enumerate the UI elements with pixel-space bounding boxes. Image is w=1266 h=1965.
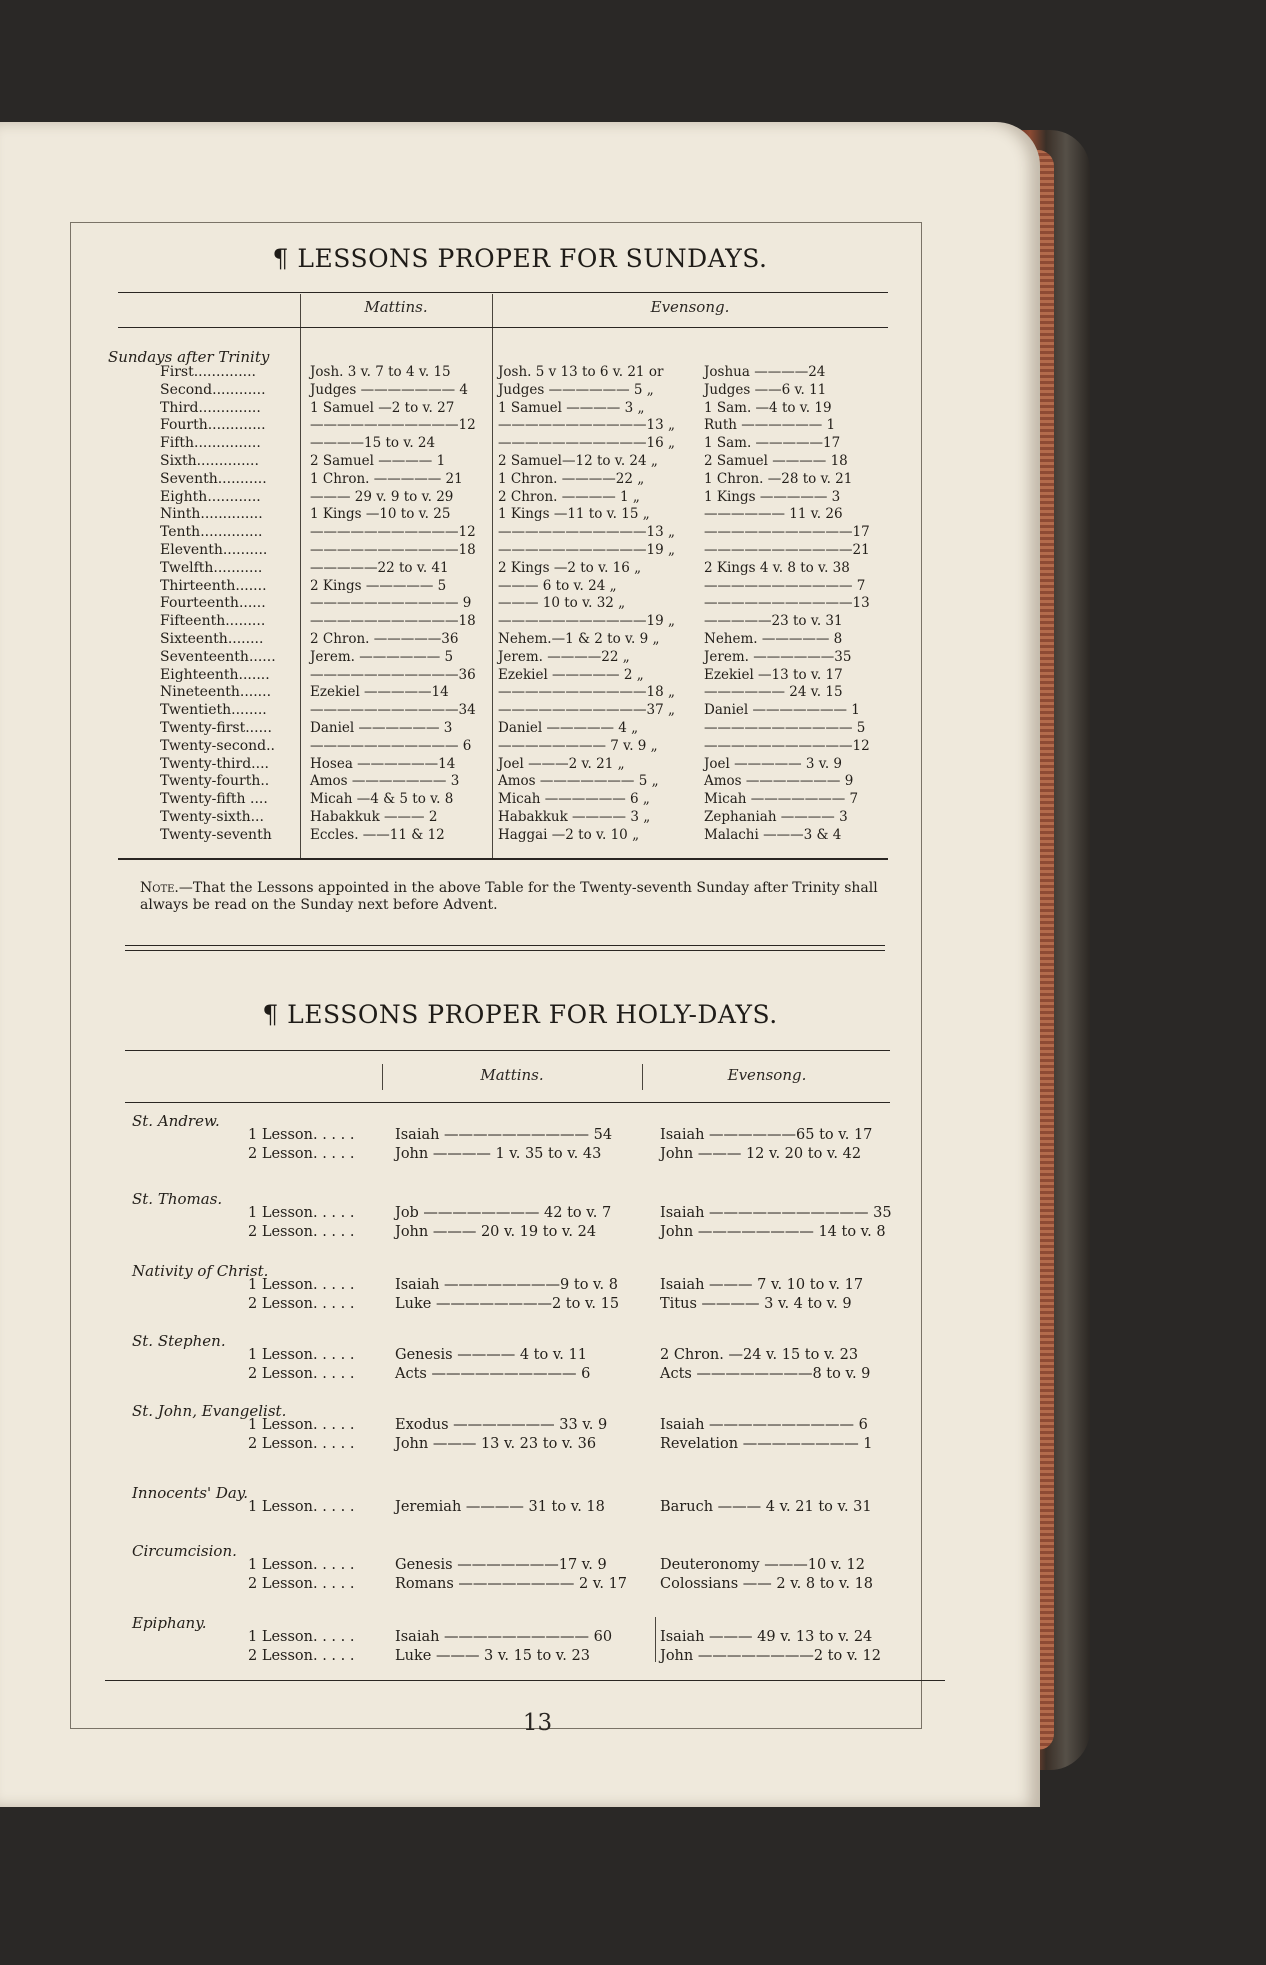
holyday-mattins-lesson: John ——— 13 v. 23 to v. 36: [395, 1436, 597, 1452]
sunday-evensong-alternative: ———————————12: [704, 737, 870, 754]
sunday-mattins-lesson: —————22 to v. 41: [310, 559, 449, 576]
holyday-mattins-lesson: Jeremiah ———— 31 to v. 18: [395, 1499, 605, 1515]
holyday-mattins-lesson: Job ———————— 42 to v. 7: [395, 1205, 612, 1221]
holyday-evensong-lesson: Baruch ——— 4 v. 21 to v. 31: [660, 1499, 872, 1515]
holyday-evensong-lesson: Isaiah ——————65 to v. 17: [660, 1127, 873, 1143]
sunday-evensong-alternative: Daniel ——————— 1: [704, 702, 860, 719]
holyday-mattins-lesson: Isaiah —————————— 60: [395, 1629, 613, 1645]
sundays-bottom-rule: [118, 858, 888, 860]
sunday-mattins-lesson: 2 Chron. —————36: [310, 630, 459, 647]
sunday-evensong-lesson: ———————————19 „: [498, 613, 675, 630]
sundays-top-rule: [118, 292, 888, 293]
sunday-mattins-lesson: ———————————12: [310, 524, 476, 541]
sunday-mattins-lesson: 1 Kings —10 to v. 25: [310, 506, 451, 523]
sunday-evensong-lesson: 1 Chron. ————22 „: [498, 470, 645, 487]
holyday-lesson-label: 2 Lesson. . . . .: [248, 1224, 355, 1240]
sunday-mattins-lesson: Micah —4 & 5 to v. 8: [310, 791, 454, 808]
sunday-evensong-lesson: ———————————18 „: [498, 684, 675, 701]
sunday-evensong-lesson: Joel ———2 v. 21 „: [498, 755, 625, 772]
sunday-name: Twenty-third....: [160, 755, 269, 772]
sunday-evensong-alternative: —————— 11 v. 26: [704, 506, 843, 523]
holyday-name: St. John, Evangelist.: [132, 1402, 287, 1420]
holyday-lesson-label: 2 Lesson. . . . .: [248, 1436, 355, 1452]
sunday-evensong-alternative: 2 Kings 4 v. 8 to v. 38: [704, 559, 850, 576]
holyday-evensong-lesson: Titus ———— 3 v. 4 to v. 9: [660, 1296, 852, 1312]
sunday-evensong-lesson: 2 Chron. ———— 1 „: [498, 488, 640, 505]
sunday-mattins-lesson: 1 Samuel —2 to v. 27: [310, 399, 455, 416]
holyday-evensong-lesson: Deuteronomy ———10 v. 12: [660, 1557, 865, 1573]
holyday-mattins-lesson: Genesis ———— 4 to v. 11: [395, 1347, 587, 1363]
sunday-evensong-lesson: Haggai —2 to v. 10 „: [498, 826, 640, 843]
sunday-name: Fifteenth.........: [160, 613, 266, 630]
holyday-evensong-lesson: Isaiah ——— 7 v. 10 to v. 17: [660, 1277, 864, 1293]
holyday-evensong-lesson: Isaiah ——————————— 35: [660, 1205, 892, 1221]
sunday-name: Third..............: [160, 399, 261, 416]
holyday-lesson-label: 2 Lesson. . . . .: [248, 1296, 355, 1312]
holyday-lesson-label: 1 Lesson. . . . .: [248, 1417, 355, 1433]
sunday-name: Thirteenth.......: [160, 577, 267, 594]
holyday-lesson-label: 1 Lesson. . . . .: [248, 1127, 355, 1143]
holydays-title: ¶ LESSONS PROPER FOR HOLY-DAYS.: [262, 1000, 778, 1029]
sundays-names-column: [160, 364, 276, 845]
holyday-mattins-lesson: Isaiah —————————— 54: [395, 1127, 613, 1143]
holyday-name: St. Thomas.: [132, 1190, 223, 1208]
holyday-lesson-label: 1 Lesson. . . . .: [248, 1277, 355, 1293]
sunday-evensong-alternative: ———————————13: [704, 595, 870, 612]
sunday-mattins-lesson: ——————————— 9: [310, 595, 472, 612]
sunday-evensong-lesson: ———————————37 „: [498, 702, 675, 719]
sunday-name: Fourteenth......: [160, 595, 266, 612]
book-page: [0, 122, 1040, 1807]
sunday-evensong-lesson: Josh. 5 v 13 to 6 v. 21 or: [498, 364, 664, 380]
holyday-evensong-lesson: Acts ————————8 to v. 9: [660, 1366, 871, 1382]
sunday-evensong-alternative: Ruth —————— 1: [704, 417, 836, 434]
holydays-tail-divider: [655, 1617, 656, 1662]
sunday-evensong-lesson: ———————————16 „: [498, 435, 675, 452]
note-prefix: Note.: [140, 880, 179, 896]
sunday-evensong-alternative: Ezekiel —13 to v. 17: [704, 666, 843, 683]
holyday-mattins-lesson: Luke ——— 3 v. 15 to v. 23: [395, 1648, 590, 1664]
sunday-evensong-alternative: —————23 to v. 31: [704, 613, 843, 630]
holyday-name: Circumcision.: [132, 1542, 237, 1560]
sunday-mattins-lesson: 2 Kings ————— 5: [310, 577, 447, 594]
sunday-name: Twentieth........: [160, 702, 267, 719]
holyday-evensong-lesson: Colossians —— 2 v. 8 to v. 18: [660, 1576, 874, 1592]
sunday-mattins-lesson: ——————————— 6: [310, 737, 472, 754]
sundays-divider-1: [300, 294, 301, 859]
sunday-mattins-lesson: Amos ——————— 3: [310, 773, 460, 790]
sunday-name: Tenth..............: [160, 524, 263, 541]
sunday-evensong-alternative: Jerem. ——————35: [704, 648, 852, 665]
holyday-lesson-label: 1 Lesson. . . . .: [248, 1557, 355, 1573]
sunday-evensong-alternative: 1 Kings ————— 3: [704, 488, 841, 505]
sunday-evensong-alternative: Judges ——6 v. 11: [704, 381, 827, 398]
holyday-mattins-lesson: Luke ————————2 to v. 15: [395, 1296, 620, 1312]
section-double-rule-bottom: [125, 950, 885, 951]
sunday-mattins-lesson: Daniel —————— 3: [310, 719, 453, 736]
holydays-evensong-heading: Evensong.: [727, 1066, 807, 1084]
sunday-name: Eighteenth.......: [160, 666, 270, 683]
sunday-evensong-lesson: 2 Samuel—12 to v. 24 „: [498, 452, 658, 469]
sunday-evensong-alternative: Malachi ———3 & 4: [704, 826, 842, 843]
note-text: —That the Lessons appointed in the above Table for the Twenty-seventh Sunday after Trinity shall always be read on the Sunday next before Advent.: [140, 880, 878, 913]
sunday-evensong-alternative: ———————————17: [704, 524, 870, 541]
sunday-evensong-lesson: ———————————13 „: [498, 417, 675, 434]
sunday-evensong-lesson: Micah —————— 6 „: [498, 791, 650, 808]
holyday-lesson-label: 2 Lesson. . . . .: [248, 1146, 355, 1162]
sunday-mattins-lesson: Jerem. —————— 5: [310, 648, 454, 665]
sunday-evensong-lesson: ———————— 7 v. 9 „: [498, 737, 658, 754]
sunday-evensong-lesson: ———————————19 „: [498, 541, 675, 558]
sunday-name: Ninth..............: [160, 506, 263, 523]
section-double-rule-top: [125, 945, 885, 946]
holyday-evensong-lesson: John ———————— 14 to v. 8: [660, 1224, 886, 1240]
sunday-evensong-lesson: Ezekiel ————— 2 „: [498, 666, 644, 683]
sunday-evensong-lesson: Judges —————— 5 „: [498, 381, 654, 398]
sundays-head-rule: [118, 327, 888, 328]
sunday-name: Fourth.............: [160, 417, 266, 434]
sunday-mattins-lesson: Ezekiel —————14: [310, 684, 449, 701]
sunday-evensong-lesson: 1 Samuel ———— 3 „: [498, 399, 645, 416]
sunday-evensong-alternative: Micah ——————— 7: [704, 791, 859, 808]
holyday-mattins-lesson: John ——— 20 v. 19 to v. 24: [395, 1224, 597, 1240]
sunday-evensong-alternative: 1 Chron. —28 to v. 21: [704, 470, 853, 487]
sunday-name: Seventh...........: [160, 470, 267, 487]
holyday-lesson-label: 1 Lesson. . . . .: [248, 1347, 355, 1363]
sunday-name: Twelfth...........: [160, 559, 263, 576]
sunday-mattins-lesson: Eccles. ——11 & 12: [310, 826, 445, 843]
sunday-name: Twenty-sixth...: [160, 808, 264, 825]
sunday-name: Twenty-first......: [160, 719, 272, 736]
sunday-evensong-alternative: Amos ——————— 9: [704, 773, 854, 790]
sunday-evensong-lesson: Habakkuk ———— 3 „: [498, 808, 651, 825]
sundays-mattins-heading: Mattins.: [364, 298, 428, 316]
sunday-evensong-alternative: ——————————— 5: [704, 719, 866, 736]
sunday-evensong-alternative: ——————————— 7: [704, 577, 866, 594]
sunday-name: Second............: [160, 381, 266, 398]
sundays-mattins-column: [310, 364, 476, 845]
holyday-name: Nativity of Christ.: [132, 1262, 269, 1280]
holyday-name: St. Andrew.: [132, 1112, 220, 1130]
sunday-evensong-lesson: Amos ——————— 5 „: [498, 773, 659, 790]
sunday-evensong-alternative: Zephaniah ———— 3: [704, 808, 848, 825]
sunday-evensong-lesson: ———————————13 „: [498, 524, 675, 541]
holyday-mattins-lesson: John ———— 1 v. 35 to v. 43: [395, 1146, 602, 1162]
sunday-mattins-lesson: ———————————18: [310, 613, 476, 630]
holyday-lesson-label: 1 Lesson. . . . .: [248, 1629, 355, 1645]
sunday-name: Twenty-fourth..: [160, 773, 270, 790]
sunday-mattins-lesson: 1 Chron. ————— 21: [310, 470, 463, 487]
sunday-evensong-lesson: Nehem.—1 & 2 to v. 9 „: [498, 630, 660, 647]
holyday-lesson-label: 1 Lesson. . . . .: [248, 1205, 355, 1221]
holyday-evensong-lesson: Isaiah —————————— 6: [660, 1417, 868, 1433]
sunday-mattins-lesson: ———————————36: [310, 666, 476, 683]
sundays-divider-2: [492, 294, 493, 859]
sunday-evensong-alternative: —————— 24 v. 15: [704, 684, 843, 701]
holyday-mattins-lesson: Genesis ———————17 v. 9: [395, 1557, 607, 1573]
holyday-evensong-lesson: John ————————2 to v. 12: [660, 1648, 881, 1664]
holyday-lesson-label: 2 Lesson. . . . .: [248, 1576, 355, 1592]
sunday-evensong-lesson: Daniel ————— 4 „: [498, 719, 639, 736]
sunday-evensong-lesson: ——— 10 to v. 32 „: [498, 595, 626, 612]
sunday-name: Sixteenth........: [160, 630, 264, 647]
sunday-evensong-alternative: 2 Samuel ———— 18: [704, 452, 848, 469]
sunday-evensong-lesson: 1 Kings —11 to v. 15 „: [498, 506, 650, 523]
sunday-name: Eleventh..........: [160, 541, 268, 558]
sunday-mattins-lesson: Hosea ——————14: [310, 755, 456, 772]
sunday-name: Twenty-second..: [160, 737, 276, 754]
sunday-evensong-alternative: ———————————21: [704, 541, 870, 558]
holyday-lesson-label: 2 Lesson. . . . .: [248, 1648, 355, 1664]
sundays-title: ¶ LESSONS PROPER FOR SUNDAYS.: [272, 244, 768, 273]
sunday-evensong-lesson: 2 Kings —2 to v. 16 „: [498, 559, 642, 576]
sunday-evensong-alternative: Joel ————— 3 v. 9: [704, 755, 843, 772]
sundays-note: [140, 880, 900, 914]
holyday-mattins-lesson: Acts —————————— 6: [395, 1366, 591, 1382]
sunday-mattins-lesson: Josh. 3 v. 7 to 4 v. 15: [310, 364, 451, 380]
sunday-mattins-lesson: ——— 29 v. 9 to v. 29: [310, 488, 454, 505]
sunday-evensong-alternative: 1 Sam. —4 to v. 19: [704, 399, 832, 416]
sundays-evensong-column-b: [704, 364, 870, 845]
sunday-evensong-alternative: 1 Sam. —————17: [704, 435, 841, 452]
sunday-mattins-lesson: ————15 to v. 24: [310, 435, 436, 452]
sundays-after-trinity-label: Sundays after Trinity: [108, 348, 270, 366]
sunday-mattins-lesson: ———————————18: [310, 541, 476, 558]
holyday-lesson-label: 1 Lesson. . . . .: [248, 1499, 355, 1515]
sunday-name: Sixth..............: [160, 452, 259, 469]
holydays-mattins-heading: Mattins.: [480, 1066, 544, 1084]
sunday-name: Twenty-fifth ....: [160, 791, 268, 808]
holyday-evensong-lesson: John ——— 12 v. 20 to v. 42: [660, 1146, 862, 1162]
holyday-name: Innocents' Day.: [132, 1484, 249, 1502]
page-bottom-rule: [105, 1680, 945, 1681]
holyday-evensong-lesson: Isaiah ——— 49 v. 13 to v. 24: [660, 1629, 873, 1645]
sunday-name: Fifth...............: [160, 435, 261, 452]
holyday-lesson-label: 2 Lesson. . . . .: [248, 1366, 355, 1382]
holyday-mattins-lesson: Exodus ——————— 33 v. 9: [395, 1417, 608, 1433]
holyday-name: St. Stephen.: [132, 1332, 226, 1350]
sunday-evensong-lesson: Jerem. ————22 „: [498, 648, 630, 665]
holyday-evensong-lesson: 2 Chron. —24 v. 15 to v. 23: [660, 1347, 859, 1363]
sunday-name: First..............: [160, 364, 256, 380]
holydays-head-rule: [125, 1102, 890, 1103]
holyday-name: Epiphany.: [132, 1614, 207, 1632]
sunday-name: Seventeenth......: [160, 648, 276, 665]
sunday-mattins-lesson: Judges ——————— 4: [310, 381, 468, 398]
sunday-name: Twenty-seventh: [160, 826, 272, 843]
sunday-name: Nineteenth.......: [160, 684, 272, 701]
sunday-mattins-lesson: 2 Samuel ———— 1: [310, 452, 446, 469]
page-number: 13: [522, 1710, 553, 1736]
holydays-top-rule: [125, 1050, 890, 1051]
holyday-mattins-lesson: Isaiah ————————9 to v. 8: [395, 1277, 618, 1293]
sunday-mattins-lesson: ———————————12: [310, 417, 476, 434]
sunday-evensong-alternative: Joshua ————24: [704, 364, 826, 380]
sunday-name: Eighth............: [160, 488, 261, 505]
holyday-evensong-lesson: Revelation ———————— 1: [660, 1436, 873, 1452]
sunday-evensong-alternative: Nehem. ————— 8: [704, 630, 843, 647]
holyday-mattins-lesson: Romans ———————— 2 v. 17: [395, 1576, 628, 1592]
sunday-mattins-lesson: ———————————34: [310, 702, 476, 719]
sundays-evensong-heading: Evensong.: [650, 298, 730, 316]
sunday-mattins-lesson: Habakkuk ——— 2: [310, 808, 438, 825]
sunday-evensong-lesson: ——— 6 to v. 24 „: [498, 577, 617, 594]
sundays-evensong-column-a: [498, 364, 675, 845]
